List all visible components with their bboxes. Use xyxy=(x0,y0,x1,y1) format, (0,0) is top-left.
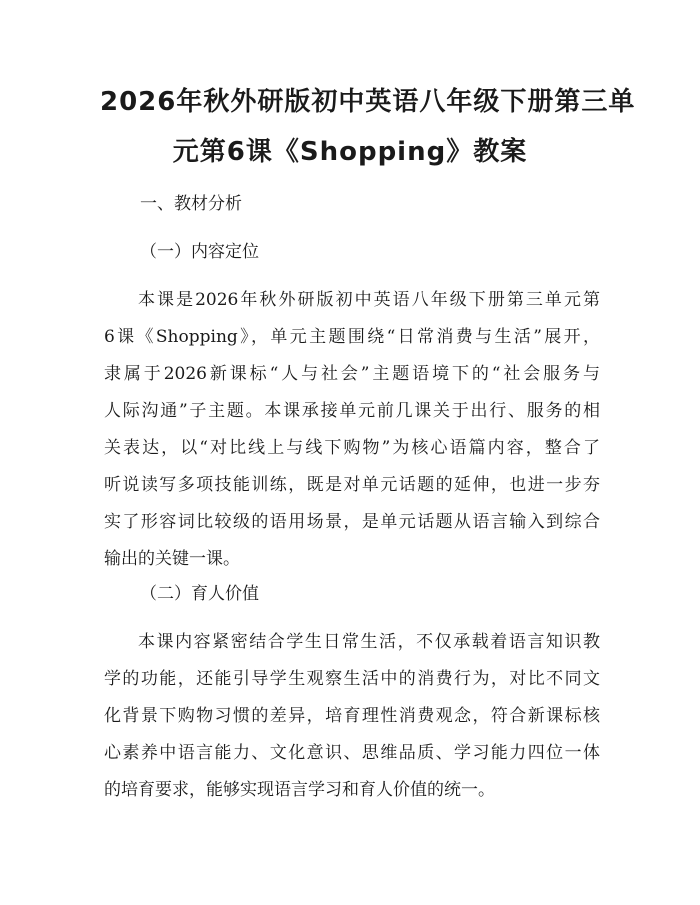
paragraph-line: 化背景下购物习惯的差异，培育理性消费观念，符合新课标核 xyxy=(104,706,600,726)
paragraph-line: 听说读写多项技能训练，既是对单元话题的延伸，也进一步夯 xyxy=(104,475,600,495)
document-title-line-1: 2026年秋外研版初中英语八年级下册第三单 xyxy=(100,87,636,117)
paragraph-line: 实了形容词比较级的语用场景，是单元话题从语言输入到综合 xyxy=(104,512,600,532)
document-title-line-2: 元第6课《Shopping》教案 xyxy=(172,137,528,167)
section-heading-teaching-material-analysis: 一、教材分析 xyxy=(140,194,242,214)
paragraph-line: 隶属于2026新课标“人与社会”主题语境下的“社会服务与 xyxy=(104,364,600,384)
paragraph-line: 的培育要求，能够实现语言学习和育人价值的统一。 xyxy=(104,780,495,800)
paragraph-content-positioning xyxy=(104,282,600,578)
paragraph-educational-value xyxy=(104,624,600,809)
subsection-heading-content-positioning: （一）内容定位 xyxy=(140,242,259,262)
paragraph-line: 本课是2026年秋外研版初中英语八年级下册第三单元第 xyxy=(138,290,600,310)
paragraph-line: 人际沟通”子主题。本课承接单元前几课关于出行、服务的相 xyxy=(104,401,600,421)
paragraph-line: 6课《Shopping》，单元主题围绕“日常消费与生活”展开， xyxy=(104,327,600,347)
subsection-heading-educational-value: （二）育人价值 xyxy=(140,584,259,604)
paragraph-line: 心素养中语言能力、文化意识、思维品质、学习能力四位一体 xyxy=(104,743,600,763)
paragraph-line: 本课内容紧密结合学生日常生活，不仅承载着语言知识教 xyxy=(138,632,600,652)
paragraph-line: 输出的关键一课。 xyxy=(104,549,240,569)
paragraph-line: 关表达，以“对比线上与线下购物”为核心语篇内容，整合了 xyxy=(104,438,600,458)
paragraph-line: 学的功能，还能引导学生观察生活中的消费行为，对比不同文 xyxy=(104,669,600,689)
